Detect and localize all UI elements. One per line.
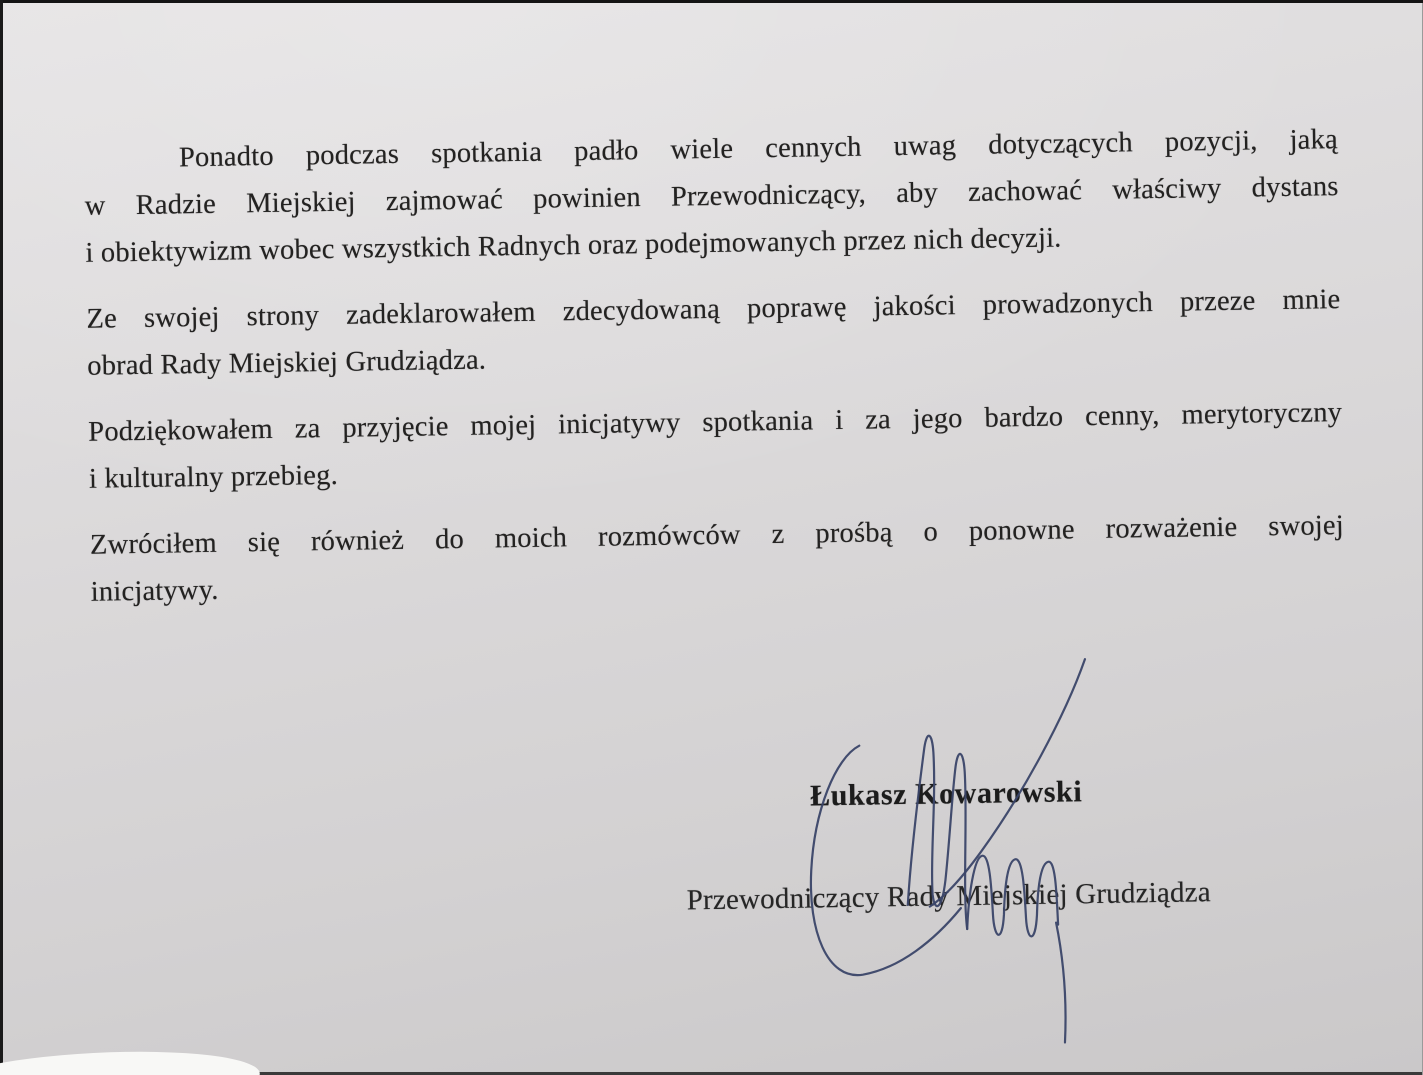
text-line: Ponadto podczas spotkania padło wiele cennych uwag dotyczących pozycji, jaką	[178, 124, 1339, 174]
text-line: Ze swojej strony zadeklarowałem zdecydowaną poprawę jakości prowadzonych przeze mnie	[86, 284, 1341, 335]
text-line: Podziękowałem za przyjęcie mojej inicjatywy spotkania i za jego bardzo cenny, merytoryczny	[88, 397, 1343, 448]
paragraph-1	[84, 116, 1340, 277]
letter-body	[84, 116, 1346, 635]
scan-edge-top	[0, 0, 1423, 3]
text-line: inicjatywy.	[90, 574, 219, 608]
paragraph-3	[88, 389, 1343, 503]
text-line: i kulturalny przebieg.	[88, 459, 339, 495]
paragraph-4	[90, 502, 1345, 616]
text-line: obrad Rady Miejskiej Grudziądza.	[86, 344, 487, 382]
signature-name: Łukasz Kowarowski	[809, 775, 1083, 813]
scan-edge-left	[0, 0, 3, 1075]
text-line: i obiektywizm wobec wszystkich Radnych oraz podejmowanych przez nich decyzji.	[85, 222, 1062, 269]
signature-title: Przewodniczący Rady Miejskiej Grudziądza	[686, 876, 1212, 917]
text-line: w Radzie Miejskiej zajmować powinien Przewodniczący, aby zachować właściwy dystans	[84, 171, 1339, 222]
paragraph-2	[86, 276, 1341, 390]
text-line: Zwróciłem się również do moich rozmówców z prośbą o ponowne rozważenie swojej	[89, 510, 1345, 561]
